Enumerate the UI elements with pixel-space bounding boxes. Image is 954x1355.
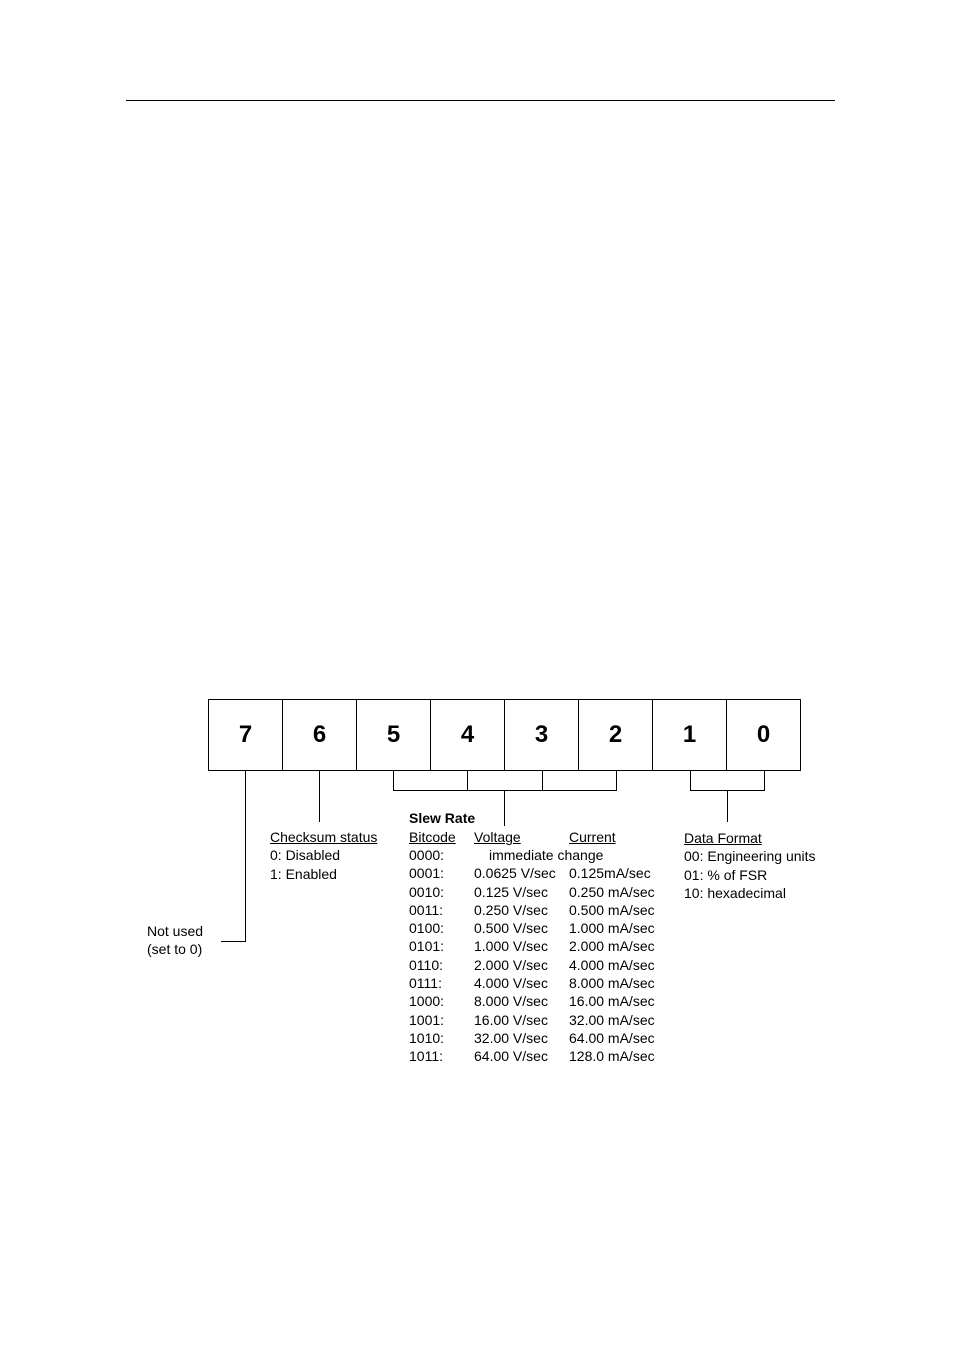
slew-code-cell: 1000: (409, 993, 445, 1010)
checksum-item: 1: Enabled (270, 865, 337, 882)
slew-voltage-cell: 0.500 V/sec (474, 920, 548, 937)
data-format-item: 01: % of FSR (684, 866, 768, 883)
slew-code-cell: 0001: (409, 865, 445, 882)
slew-current-cell: 1.000 mA/sec (569, 920, 655, 937)
current-header: Current (569, 829, 616, 845)
data-format-item: 10: hexadecimal (684, 884, 786, 901)
slew-code-cell: 0111: (409, 975, 442, 992)
not-used-label (147, 922, 203, 959)
current-column (569, 864, 655, 1065)
slew-voltage-cell: 8.000 V/sec (474, 993, 548, 1010)
format-bracket (691, 771, 765, 791)
voltage-column (474, 864, 556, 1065)
slew-current-cell: 4.000 mA/sec (569, 956, 655, 973)
slew-code-cell: 0101: (409, 938, 445, 955)
slew-voltage-cell: 0.250 V/sec (474, 901, 548, 918)
slew-code-cell: 0011: (409, 901, 443, 918)
slew-current-cell: 8.000 mA/sec (569, 975, 655, 992)
data-format-block (684, 829, 816, 902)
slew-current-cell: 0.500 mA/sec (569, 901, 655, 918)
slew-code-cell: 1011: (409, 1048, 443, 1065)
slew-current-cell: 64.00 mA/sec (569, 1029, 655, 1046)
bit-cell-7: 7 (208, 699, 283, 771)
bit-cell-5: 5 (356, 699, 431, 771)
checksum-title: Checksum status (270, 829, 378, 845)
checksum-item: 0: Disabled (270, 847, 341, 864)
slew-current-cell: 0.250 mA/sec (569, 883, 655, 900)
bitcode-header: Bitcode (409, 829, 456, 845)
slew-voltage-cell: 32.00 V/sec (474, 1029, 548, 1046)
slew-voltage-cell: 0.0625 V/sec (474, 865, 556, 882)
bit7-connector (221, 771, 246, 942)
slew-immediate-code: 0000: (409, 847, 445, 863)
slew-current-cell: 128.0 mA/sec (569, 1048, 655, 1065)
slew-rate-title: Slew Rate (409, 810, 476, 826)
slew-voltage-cell: 64.00 V/sec (474, 1048, 548, 1065)
checksum-block (270, 828, 377, 883)
bit-cell-4: 4 (430, 699, 505, 771)
not-used-line1: Not used (147, 923, 204, 939)
slew-code-cell: 0100: (409, 920, 445, 937)
slew-voltage-cell: 2.000 V/sec (474, 956, 548, 973)
slew-current-cell: 32.00 mA/sec (569, 1011, 655, 1028)
bit-cell-2: 2 (578, 699, 653, 771)
slew-current-cell: 0.125mA/sec (569, 865, 651, 882)
data-format-title: Data Format (684, 830, 762, 846)
slew-bracket (394, 771, 617, 791)
slew-voltage-cell: 1.000 V/sec (474, 938, 548, 955)
slew-voltage-cell: 4.000 V/sec (474, 975, 548, 992)
slew-immediate-text: immediate change (489, 847, 604, 863)
slew-voltage-cell: 16.00 V/sec (474, 1011, 548, 1028)
not-used-line2: (set to 0) (147, 941, 203, 958)
bit-cell-3: 3 (504, 699, 579, 771)
bit-cell-0: 0 (726, 699, 801, 771)
slew-current-cell: 16.00 mA/sec (569, 993, 655, 1010)
slew-voltage-cell: 0.125 V/sec (474, 883, 548, 900)
slew-code-cell: 1010: (409, 1029, 445, 1046)
bitcode-column (409, 864, 444, 1065)
voltage-header: Voltage (474, 829, 521, 845)
slew-current-cell: 2.000 mA/sec (569, 938, 655, 955)
bit-cell-6: 6 (282, 699, 357, 771)
data-format-item: 00: Engineering units (684, 848, 816, 865)
slew-code-cell: 1001: (409, 1011, 445, 1028)
slew-code-cell: 0010: (409, 883, 445, 900)
slew-code-cell: 0110: (409, 956, 443, 973)
bit-cell-1: 1 (652, 699, 727, 771)
